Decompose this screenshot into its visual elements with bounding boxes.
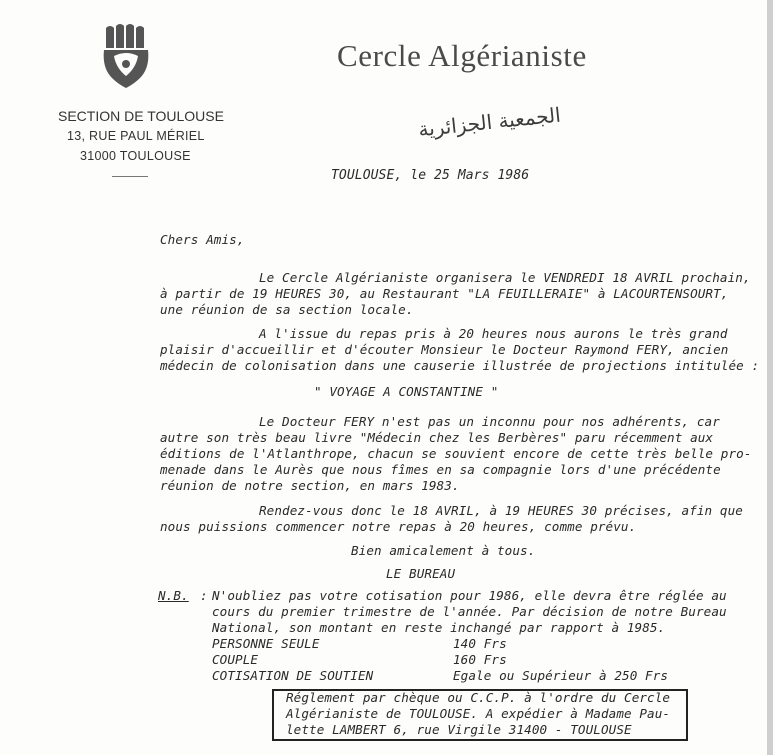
- header-divider: [112, 176, 148, 177]
- signature: LE BUREAU: [386, 566, 456, 581]
- p3-line-3: éditions de l'Atlanthrope, chacun se souvient encore de cette très belle pro-: [160, 446, 752, 461]
- payment-line-2: Algérianiste de TOULOUSE. A expédier à Madame Pau-: [286, 706, 671, 721]
- talk-title: " VOYAGE A CONSTANTINE ": [314, 384, 499, 399]
- dateline: TOULOUSE, le 25 Mars 1986: [331, 168, 530, 183]
- scan-edge: [767, 0, 773, 755]
- nb-line-1: N'oubliez pas votre cotisation pour 1986, elle devra être réglée au: [212, 588, 727, 603]
- nb-line-3: National, son montant en reste inchangé par rapport à 1985.: [212, 620, 666, 635]
- p2-line-3: médecin de colonisation dans une causerie illustrée de projections intitulée :: [160, 358, 760, 373]
- fee-label: PERSONNE SEULE: [212, 636, 320, 651]
- organization-title: Cercle Algérianiste: [337, 38, 587, 73]
- salutation: Chers Amis,: [160, 232, 245, 247]
- fee-label: COUPLE: [212, 652, 259, 667]
- fee-amount: 160 Frs: [453, 652, 507, 667]
- p4-line-1: Rendez-vous donc le 18 AVRIL, à 19 HEURES 30 précises, afin que: [259, 503, 743, 518]
- p1-line-1: Le Cercle Algérianiste organisera le VENDREDI 18 AVRIL prochain,: [259, 270, 751, 285]
- p3-line-2: autre son très beau livre "Médecin chez les Berbères" paru récemment aux: [160, 430, 714, 445]
- arabic-calligraphy: الجمعية الجزائرية: [417, 102, 562, 142]
- p3-line-5: réunion de notre section, en mars 1983.: [160, 478, 460, 493]
- nb-line-2: cours du premier trimestre de l'année. Par décision de notre Bureau: [212, 604, 727, 619]
- payment-line-3: lette LAMBERT 6, rue Virgile 31400 - TOULOUSE: [286, 722, 632, 737]
- p2-line-1: A l'issue du repas pris à 20 heures nous aurons le très grand: [259, 326, 728, 341]
- section-name: SECTION DE TOULOUSE: [58, 108, 224, 124]
- hamsa-logo-icon: [100, 24, 152, 90]
- p3-line-4: menade dans le Aurès que nous fîmes en sa compagnie lors d'une précédente: [160, 462, 721, 477]
- address-street: 13, RUE PAUL MÉRIEL: [67, 129, 205, 143]
- p1-line-3: une réunion de sa section locale.: [160, 302, 414, 317]
- nb-colon: :: [200, 588, 208, 603]
- p1-line-2: à partir de 19 HEURES 30, au Restaurant "LA FEUILLERAIE" à LACOURTENSOURT,: [160, 286, 729, 301]
- payment-line-1: Réglement par chèque ou C.C.P. à l'ordre du Cercle: [286, 690, 671, 705]
- fee-amount: 140 Frs: [453, 636, 507, 651]
- p2-line-2: plaisir d'accueillir et d'écouter Monsieur le Docteur Raymond FERY, ancien: [160, 342, 729, 357]
- p3-line-1: Le Docteur FERY n'est pas un inconnu pour nos adhérents, car: [259, 414, 720, 429]
- p4-line-2: nous puissions commencer notre repas à 20 heures, comme prévu.: [160, 519, 637, 534]
- nb-label: N.B.: [158, 588, 189, 603]
- fee-amount: Egale ou Supérieur à 250 Frs: [453, 668, 669, 683]
- fee-label: COTISATION DE SOUTIEN: [212, 668, 374, 683]
- address-city: 31000 TOULOUSE: [80, 149, 191, 163]
- closing: Bien amicalement à tous.: [351, 543, 536, 558]
